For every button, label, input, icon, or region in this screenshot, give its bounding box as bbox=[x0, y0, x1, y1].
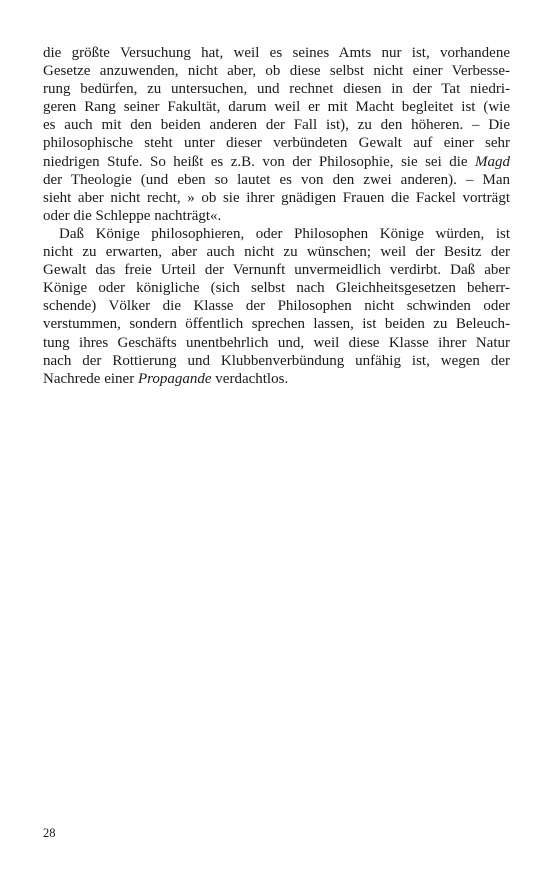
text-line: geren Rang seiner Fakultät, darum weil er mit Macht begleitet ist (wie bbox=[43, 99, 510, 116]
text-line: die größte Versuchung hat, weil es seines Amts nur ist, vorhandene bbox=[43, 45, 510, 61]
text-line: verstummen, sondern öffentlich sprechen lassen, ist beiden zu Beleuch- bbox=[43, 316, 510, 333]
text-line: nach der Rottierung und Klubbenverbündung unfähig ist, wegen der bbox=[43, 352, 510, 369]
text-line: tung ihres Geschäfts unentbehrlich und, weil diese Klasse ihrer Natur bbox=[43, 334, 510, 351]
text-line: Daß Könige philosophieren, oder Philosophen Könige würden, ist bbox=[59, 225, 510, 242]
emphasized-word: Magd bbox=[475, 153, 510, 170]
text-line bbox=[43, 153, 510, 171]
text-line bbox=[43, 370, 510, 388]
body-text bbox=[43, 44, 510, 388]
text-line: nicht zu erwarten, aber auch nicht zu wünschen; weil der Besitz der bbox=[43, 244, 510, 261]
text-line: es auch mit den beiden anderen der Fall ist), zu den höheren. – Die bbox=[43, 117, 510, 134]
paragraph bbox=[43, 44, 510, 225]
text-line: rung bedürfen, zu untersuchen, und rechnet diesen in der Tat niedri- bbox=[43, 81, 510, 98]
text-line: Gewalt das freie Urteil der Vernunft unvermeidlich verdirbt. Daß aber bbox=[43, 262, 510, 279]
text-line: oder die Schleppe nachträgt«. bbox=[43, 207, 222, 224]
text-segment: Nachrede einer bbox=[43, 370, 138, 387]
text-line: philosophische steht unter dieser verbündeten Gewalt auf einer sehr bbox=[43, 135, 510, 152]
text-line: Gesetze anzuwenden, nicht aber, ob diese selbst nicht einer Verbesse- bbox=[43, 63, 510, 80]
text-segment: verdachtlos. bbox=[211, 370, 289, 387]
text-line: sieht aber nicht recht, » ob sie ihrer gnädigen Frauen die Fackel vorträgt bbox=[43, 189, 510, 206]
text-line: Könige oder königliche (sich selbst nach Gleichheitsgesetzen beherr- bbox=[43, 280, 510, 297]
text-line: der Theologie (und eben so lautet es von den zwei anderen). – Man bbox=[43, 171, 510, 188]
text-segment: niedrigen Stufe. So heißt es z.B. von der Philosophie, sie sei die bbox=[43, 153, 475, 170]
emphasized-word: Propagande bbox=[137, 370, 212, 387]
paragraph bbox=[43, 225, 510, 388]
text-line: schende) Völker die Klasse der Philosophen nicht schwinden oder bbox=[43, 298, 510, 315]
page-number: 28 bbox=[43, 826, 56, 840]
